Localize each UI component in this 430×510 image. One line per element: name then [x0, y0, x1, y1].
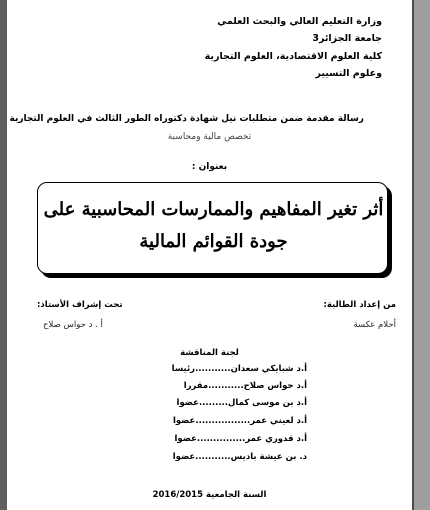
committee-member: أ.د حواس صلاح...........مقررا	[183, 381, 307, 391]
committee-title: لجنة المناقشة	[180, 348, 239, 358]
title-frame-box	[37, 182, 388, 274]
thesis-title-line-2: جودة القوائم المالية	[139, 231, 288, 252]
committee-member: أ.د قدوري عمر...............عضوا	[174, 434, 307, 444]
prepared-by-label: من إعداد الطالبة:	[323, 300, 396, 310]
page-edge-divider	[412, 0, 414, 510]
left-panel-strip	[0, 0, 7, 510]
supervisor-name: أ . د حواس صلاح	[43, 320, 103, 330]
thesis-title-line-1: أثر تغير المفاهيم والممارسات المحاسبية على	[43, 199, 384, 220]
faculty-line: كلية العلوم الاقتصادية، العلوم التجارية	[204, 51, 382, 62]
specialization: تخصص مالية ومحاسبة	[167, 132, 252, 142]
title-label: بعنوان :	[191, 162, 228, 172]
academic-year: السنة الجامعية 2016/2015	[152, 490, 267, 500]
document-page	[7, 0, 412, 510]
university-line: جامعة الجزائر3	[312, 33, 382, 44]
committee-member: أ.د لعيني عمر.................عضوا	[172, 416, 307, 426]
ministry-line: وزارة التعليم العالي والبحث العلمي	[217, 16, 382, 27]
faculty-line-continued: وعلوم التسيير	[315, 68, 382, 79]
committee-member: أ.د شبايكي سعدان...........رئيسا	[171, 364, 307, 374]
committee-member: د. بن عيشة باديس...........عضوا	[172, 452, 307, 462]
thesis-statement: رسالة مقدمة ضمن متطلبات نيل شهادة دكتوراه الطور الثالث في العلوم التجارية	[9, 114, 364, 124]
right-scroll-gutter	[412, 0, 430, 510]
supervisor-label: تحت إشراف الأستاذ:	[37, 300, 123, 310]
student-name: أحلام عكسة	[353, 320, 396, 330]
title-frame	[37, 182, 392, 278]
committee-member: أ.د بن موسى كمال.........عضوا	[176, 398, 307, 408]
